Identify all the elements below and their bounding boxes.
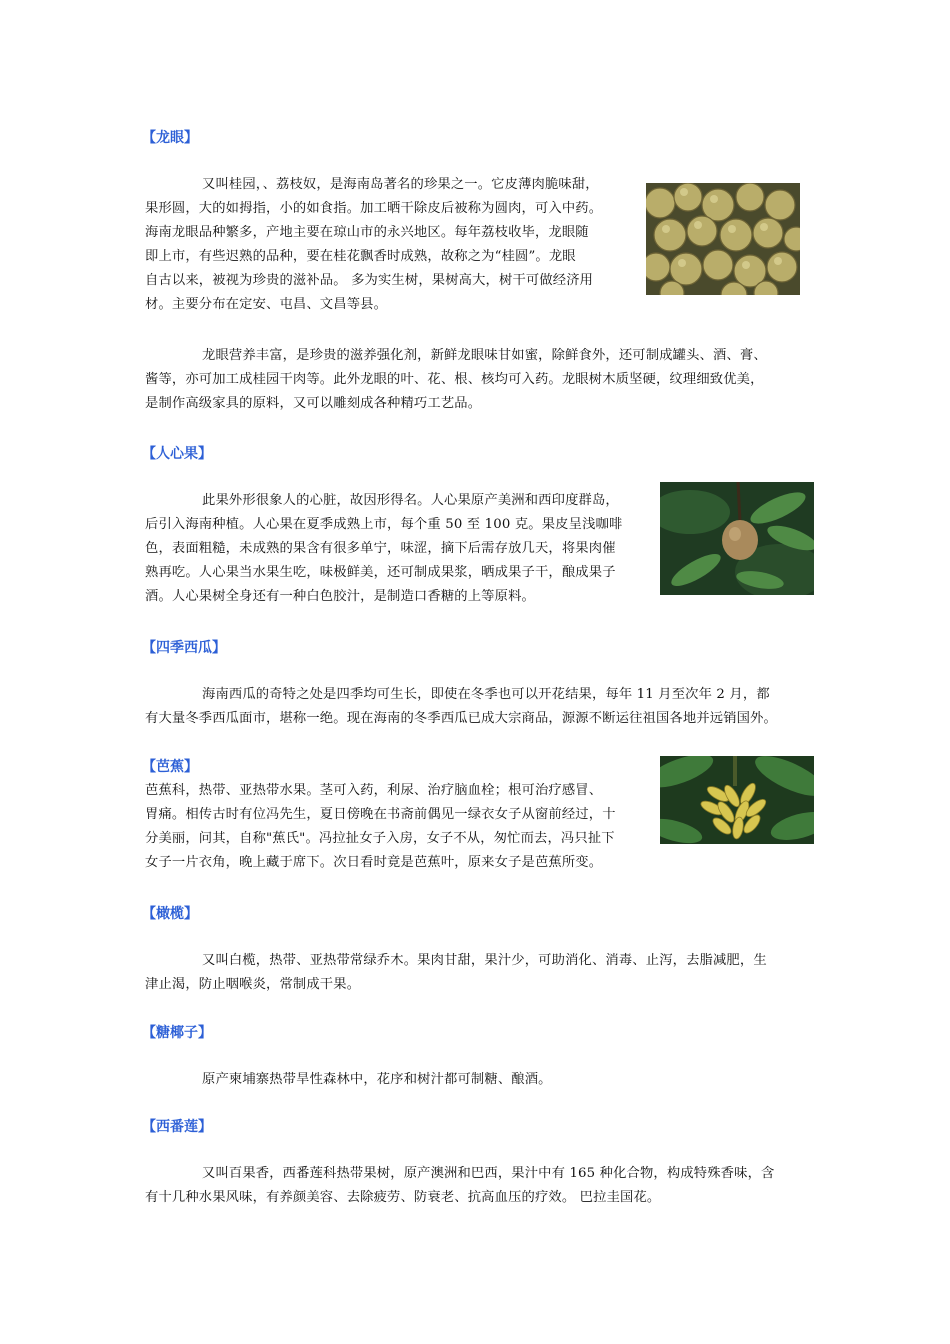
text-line: 海南西瓜的奇特之处是四季均可生长，即使在冬季也可以开花结果，每年 11 月至次年 2 月，都 (202, 687, 770, 702)
sapodilla-photo (660, 482, 814, 595)
text-line: 又叫白榄，热带、亚热带常绿乔木。果肉甘甜，果汁少，可助消化、消毒、止泻，去脂减肥，生 (202, 953, 767, 968)
text-line: 原产柬埔寨热带旱性森林中，花序和树汁都可制糖、酿酒。 (202, 1072, 552, 1087)
text-line: 龙眼营养丰富，是珍贵的滋养强化剂，新鲜龙眼味甘如蜜，除鲜食外，还可制成罐头、酒、膏、 (202, 348, 767, 363)
text-line: 果形圆，大的如拇指，小的如食指。加工晒干除皮后被称为圆肉，可入中药。 (145, 201, 603, 216)
text-line: 女子一片衣角，晚上藏于席下。次日看时竟是芭蕉叶，原来女子是芭蕉所变。 (145, 855, 603, 870)
tangyezi-paragraph (145, 1068, 825, 1092)
longyan-paragraph-1 (145, 173, 635, 317)
text-line: 分美丽，问其，自称"蕉氏"。冯拉扯女子入房，女子不从，匆忙而去，冯只扯下 (145, 831, 615, 846)
bajiao-paragraph (145, 779, 650, 875)
text-line: 后引入海南种植。人心果在夏季成熟上市，每个重 50 至 100 克。果皮呈浅咖啡 (145, 517, 623, 532)
text-line: 胃痛。相传古时有位冯先生，夏日傍晚在书斋前偶见一绿衣女子从窗前经过，十 (145, 807, 616, 822)
text-line: 有十几种水果风味，有养颜美容、去除疲劳、防衰老、抗高血压的疗效。 巴拉圭国花。 (145, 1190, 661, 1205)
heading-tangyezi: 【糖椰子】 (142, 1025, 212, 1041)
text-line: 海南龙眼品种繁多，产地主要在琼山市的永兴地区。每年荔枝收毕，龙眼随 (145, 225, 589, 240)
banana-photo (660, 756, 814, 844)
text-line: 色，表面粗糙，未成熟的果含有很多单宁，味涩，摘下后需存放几天，将果肉催 (145, 541, 616, 556)
text-line: 有大量冬季西瓜面市，堪称一绝。现在海南的冬季西瓜已成大宗商品，源源不断运往祖国各地并远销国外。 (145, 711, 778, 726)
text-line: 又叫桂园，、荔枝奴，是海南岛著名的珍果之一。它皮薄肉脆味甜， (202, 177, 599, 192)
text-line: 津止渴，防止咽喉炎，常制成干果。 (145, 977, 361, 992)
text-line: 是制作高级家具的原料，又可以雕刻成各种精巧工艺品。 (145, 396, 482, 411)
text-line: 即上市，有些迟熟的品种，要在桂花飘香时成熟，故称之为“桂圆”。龙眼 (145, 249, 576, 264)
xifanlian-paragraph (145, 1162, 825, 1210)
heading-renxinguo: 【人心果】 (142, 446, 212, 462)
xigua-paragraph (145, 683, 825, 731)
text-line: 酒。人心果树全身还有一种白色胶汁，是制造口香糖的上等原料。 (145, 589, 535, 604)
heading-ganlan: 【橄榄】 (142, 906, 198, 922)
text-line: 熟再吃。人心果当水果生吃，味极鲜美，还可制成果浆，晒成果子干，酿成果子 (145, 565, 616, 580)
text-line: 自古以来，被视为珍贵的滋补品。 多为实生树，果树高大，树干可做经济用 (145, 273, 594, 288)
ganlan-paragraph (145, 949, 825, 997)
heading-xifanlian: 【西番莲】 (142, 1119, 212, 1135)
text-line: 酱等，亦可加工成桂园干肉等。此外龙眼的叶、花、根、核均可入药。龙眼树木质坚硬，纹理细致优美， (145, 372, 764, 387)
heading-xigua: 【四季西瓜】 (142, 640, 226, 656)
longyan-paragraph-2 (145, 344, 825, 416)
heading-bajiao: 【芭蕉】 (142, 759, 198, 775)
longan-photo (646, 183, 800, 295)
text-line: 芭蕉科，热带、亚热带水果。茎可入药，利尿、治疗脑血栓；根可治疗感冒、 (145, 783, 603, 798)
text-line: 材。主要分布在定安、屯昌、文昌等县。 (145, 297, 388, 312)
text-line: 此果外形很象人的心脏，故因形得名。人心果原产美洲和西印度群岛， (202, 493, 619, 508)
heading-longyan: 【龙眼】 (142, 130, 198, 146)
text-line: 又叫百果香，西番莲科热带果树，原产澳洲和巴西，果汁中有 165 种化合物，构成特殊香味，含 (202, 1166, 775, 1181)
renxinguo-paragraph (145, 489, 650, 609)
